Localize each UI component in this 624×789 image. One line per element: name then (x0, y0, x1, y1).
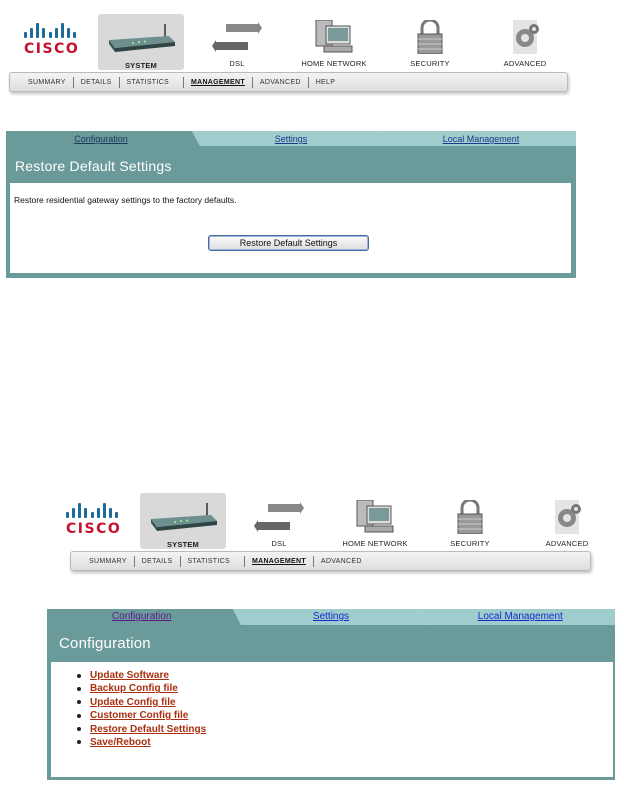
subnav-management[interactable]: MANAGEMENT (190, 78, 245, 86)
nav-home-network[interactable] (296, 20, 372, 70)
tab-bar (6, 132, 576, 146)
nav-security-label: SECURITY (450, 539, 490, 548)
subnav-advanced[interactable]: ADVANCED (320, 557, 362, 565)
router-icon (103, 22, 179, 56)
list-item (77, 737, 206, 748)
list-item (77, 697, 206, 708)
cisco-logo (66, 502, 122, 537)
nav-system-label: SYSTEM (166, 540, 200, 549)
subnav-details[interactable]: DETAILS (141, 557, 173, 565)
restore-default-settings-button[interactable]: Restore Default Settings (208, 235, 369, 251)
configuration-links (77, 670, 206, 750)
update-software-link[interactable]: Update Software (90, 670, 169, 681)
cisco-bars-icon (24, 22, 76, 38)
nav-home-network-label: HOME NETWORK (342, 539, 408, 548)
configuration-panel (47, 625, 615, 780)
nav-system[interactable] (98, 14, 184, 70)
nav-security-label: SECURITY (410, 59, 450, 68)
list-item (77, 670, 206, 681)
router-icon (145, 501, 221, 535)
lock-icon (455, 500, 485, 534)
subnav-advanced[interactable]: ADVANCED (259, 78, 301, 86)
restore-panel (6, 146, 576, 278)
nav-security[interactable] (402, 20, 458, 70)
nav-dsl-label: DSL (271, 539, 287, 548)
panel-body (10, 183, 571, 273)
customer-config-link[interactable]: Customer Config file (90, 710, 189, 722)
nav-home-network[interactable] (337, 500, 413, 550)
cisco-logo-text: CISCO (66, 521, 122, 537)
panel-body (51, 662, 613, 777)
subnav-help[interactable]: HELP (315, 78, 336, 86)
list-item (77, 710, 206, 721)
tab-settings[interactable]: Settings (312, 611, 350, 622)
computers-icon (312, 20, 356, 54)
sub-navigation (70, 551, 591, 571)
subnav-details[interactable]: DETAILS (80, 78, 112, 86)
nav-dsl[interactable] (207, 22, 267, 70)
tab-local-management[interactable]: Local Management (477, 611, 563, 622)
page-title: Restore Default Settings (15, 158, 172, 174)
cisco-bars-icon (66, 502, 118, 518)
nav-advanced[interactable] (536, 500, 598, 550)
tab-local-management[interactable]: Local Management (442, 134, 520, 144)
subnav-statistics[interactable]: STATISTICS (187, 557, 230, 565)
gears-icon (547, 500, 587, 534)
cisco-logo-text: CISCO (24, 41, 80, 57)
nav-advanced-label: ADVANCED (503, 59, 547, 68)
update-config-link[interactable]: Update Config file (90, 696, 176, 708)
page-title: Configuration (59, 635, 151, 652)
tab-settings[interactable]: Settings (274, 134, 308, 144)
nav-dsl[interactable] (249, 502, 309, 550)
sub-navigation (9, 72, 568, 92)
nav-home-network-label: HOME NETWORK (301, 59, 367, 68)
nav-security[interactable] (442, 500, 498, 550)
list-item (77, 683, 206, 694)
nav-system-label: SYSTEM (124, 61, 158, 70)
tab-configuration[interactable]: Configuration (74, 134, 128, 144)
tab-bar (47, 610, 615, 624)
list-item (77, 724, 206, 735)
gears-icon (505, 20, 545, 54)
nav-advanced-label: ADVANCED (545, 539, 589, 548)
tab-configuration[interactable]: Configuration (111, 611, 172, 622)
subnav-summary[interactable]: SUMMARY (89, 557, 127, 565)
subnav-summary[interactable]: SUMMARY (28, 78, 66, 86)
subnav-management[interactable]: MANAGEMENT (251, 557, 306, 565)
restore-description: Restore residential gateway settings to the factory defaults. (14, 195, 237, 205)
cisco-logo (24, 22, 80, 57)
restore-default-settings-link[interactable]: Restore Default Settings (90, 723, 207, 735)
save-reboot-link[interactable]: Save/Reboot (90, 736, 151, 748)
backup-config-link[interactable]: Backup Config file (90, 683, 178, 695)
computers-icon (353, 500, 397, 534)
arrows-icon (254, 502, 304, 534)
lock-icon (415, 20, 445, 54)
nav-dsl-label: DSL (229, 59, 245, 68)
subnav-statistics[interactable]: STATISTICS (126, 78, 169, 86)
nav-advanced[interactable] (494, 20, 556, 70)
nav-system[interactable] (140, 493, 226, 549)
arrows-icon (212, 22, 262, 54)
